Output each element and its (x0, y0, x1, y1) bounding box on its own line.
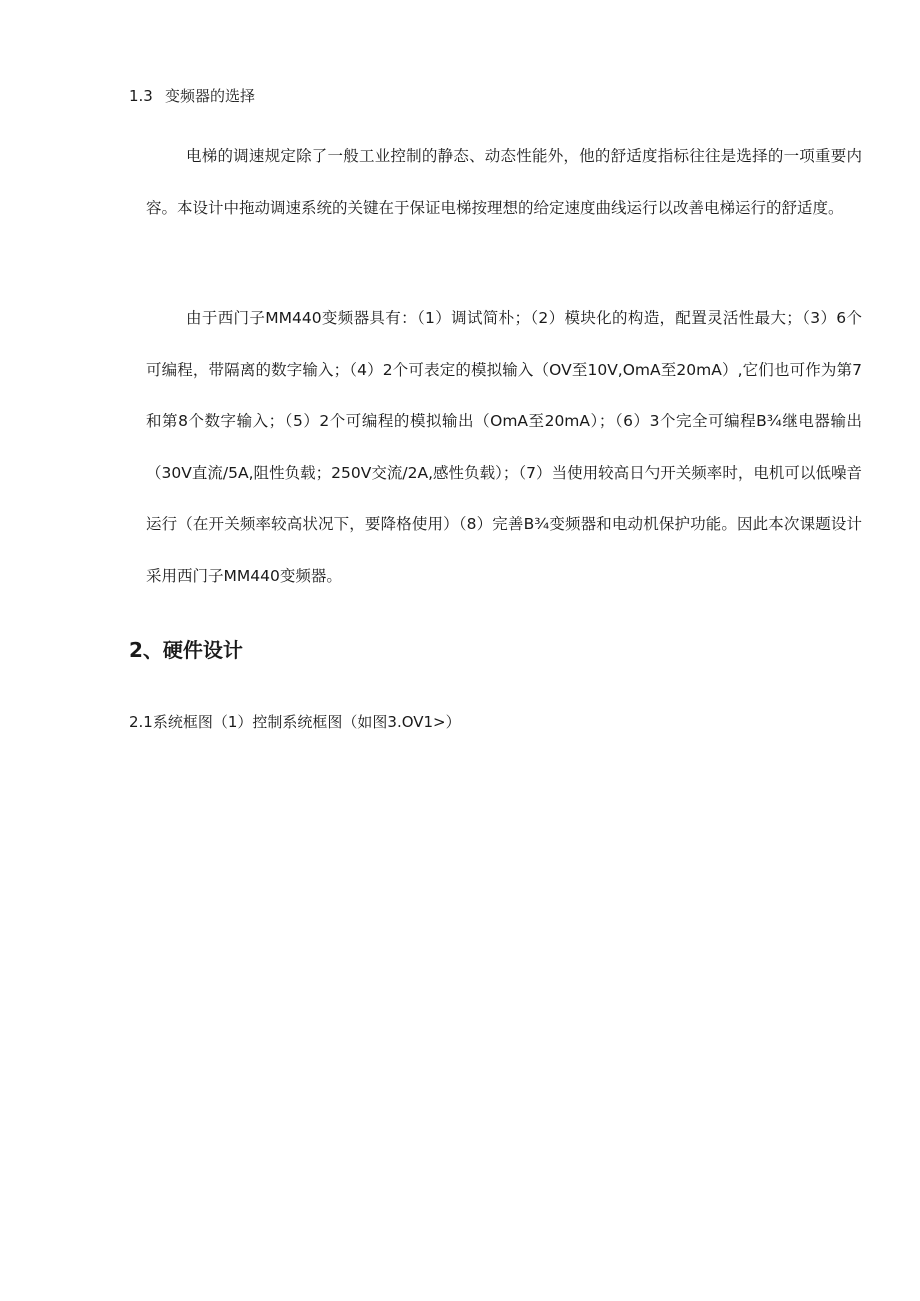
section-heading-1-3 (129, 85, 255, 107)
paragraph-elevator-comfort: 电梯的调速规定除了一般工业控制的静态、动态性能外，他的舒适度指标往往是选择的一项重要内容。本设计中拖动调速系统的关键在于保证电梯按理想的给定速度曲线运行以改善电梯运行的舒适度。 (146, 147, 862, 217)
section-title: 变频器的选择 (165, 87, 256, 105)
section-number: 1.3 (129, 87, 153, 105)
figure-caption-system-diagram: 2.1系统框图（1）控制系统框图（如图3.OV1>） (129, 713, 461, 731)
section-heading-hardware-design: 2、硬件设计 (129, 638, 243, 662)
paragraph-mm440-features: 由于西门子MM440变频器具有：（1）调试简朴；（2）模块化的构造，配置灵活性最大；（3）6个可编程，带隔离的数字输入；（4）2个可表定的模拟输入（OV至10V,OmA至20mA）,它们也可作为第7和第8个数字输入；（5）2个可编程的模拟输出（OmA至20mA）；（6）3个完全可编程B¾继电器输出（30V直流/5A,阻性负载；250V交流/2A,感性负载）；（7）当使用较高日勺开关频率时，电机可以低噪音运行（在开关频率较高状况下，要降格使用）（8）完善B¾变频器和电动机保护功能。因此本次课题设计采用西门子MM440变频器。 (146, 309, 862, 585)
